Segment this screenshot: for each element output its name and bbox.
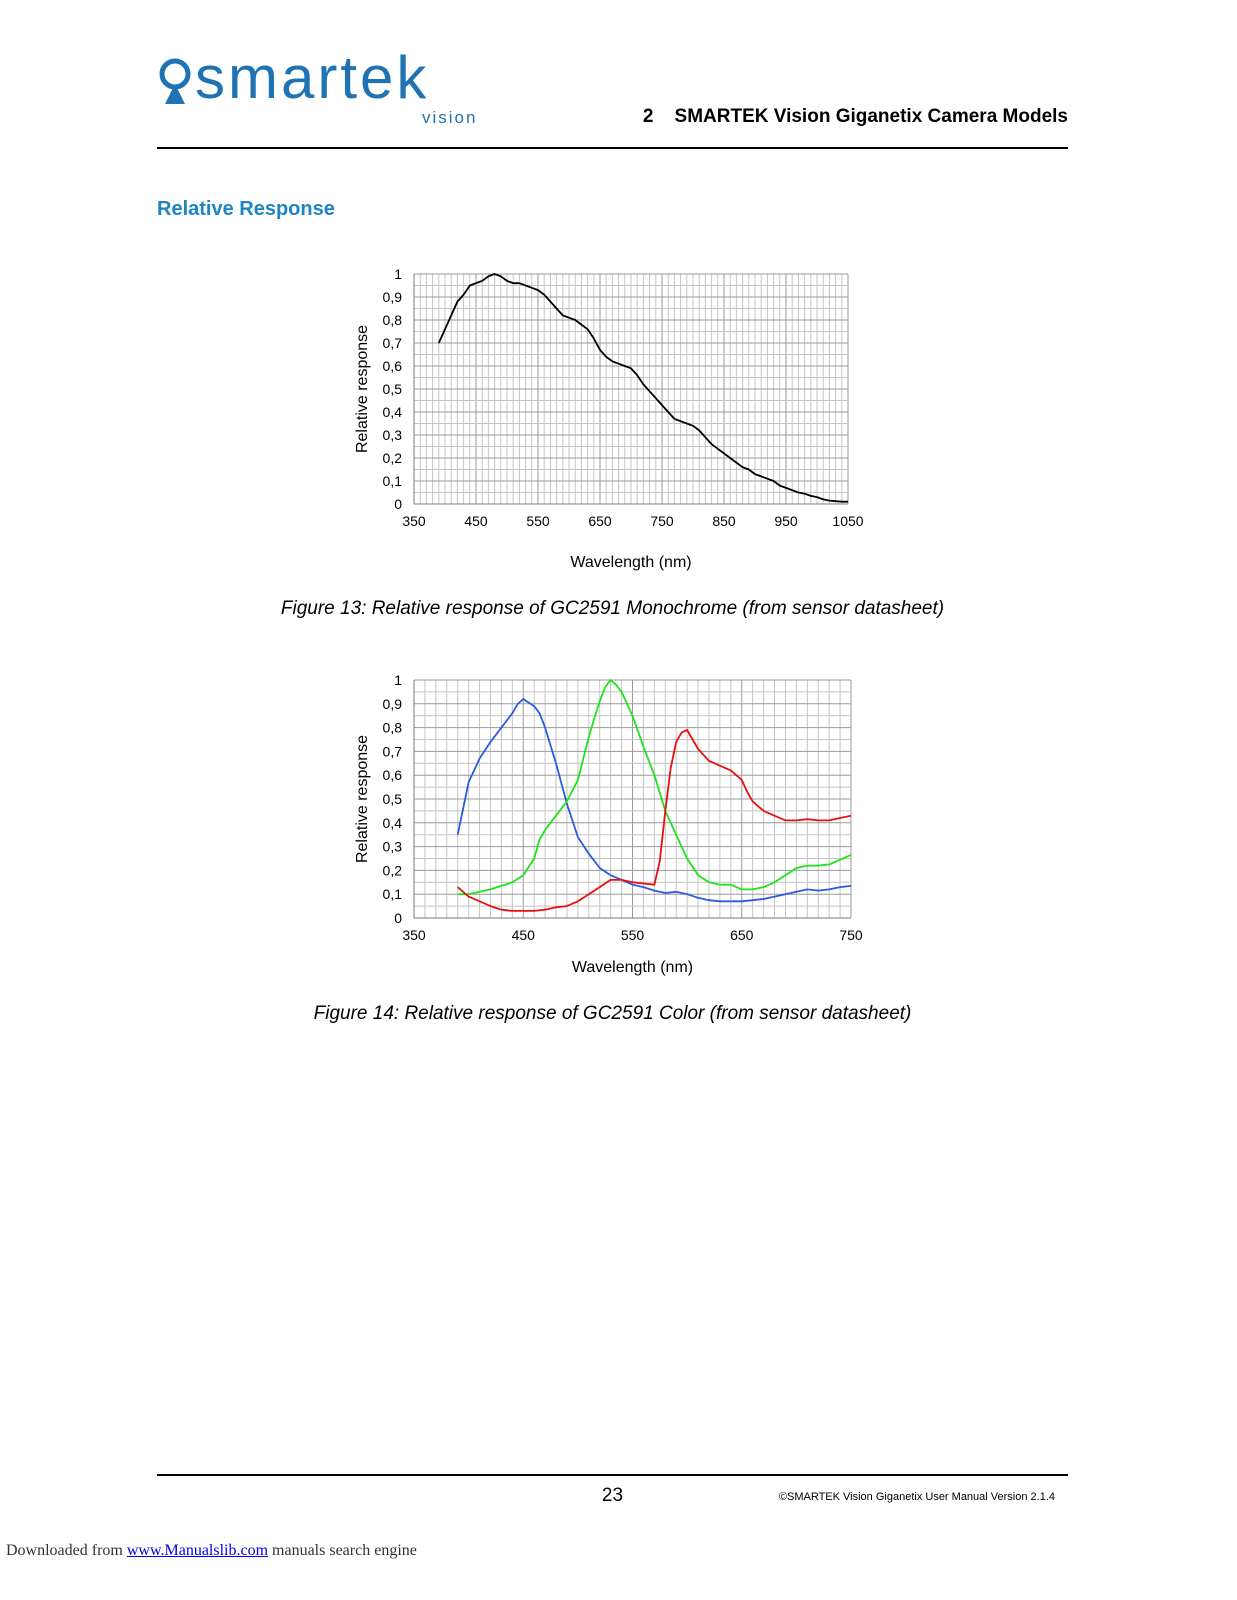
y-tick-label: 0,5 [382, 791, 402, 807]
chart-grid [414, 274, 848, 504]
y-tick-label: 1 [394, 672, 402, 688]
smartek-logo-icon [155, 58, 195, 108]
y-tick-label: 0,7 [382, 743, 402, 760]
x-tick-label: 750 [650, 513, 674, 529]
x-tick-label: 450 [511, 927, 535, 943]
figure-14-caption: Figure 14: Relative response of GC2591 Color (from sensor datasheet) [313, 1003, 912, 1024]
x-tick-label: 950 [774, 513, 798, 529]
y-tick-label: 0,1 [382, 886, 402, 903]
y-tick-label: 0,2 [382, 862, 402, 879]
smartek-logo [155, 44, 495, 130]
y-tick-label: 0,7 [382, 335, 402, 351]
y-tick-label: 0,9 [382, 289, 402, 305]
y-tick-label: 0,6 [382, 358, 402, 374]
x-tick-label: 550 [620, 927, 645, 943]
chapter-title [600, 106, 1068, 128]
x-axis-title: Wavelength (nm) [570, 554, 692, 571]
copyright-notice: ©SMARTEK Vision Giganetix User Manual Version 2.1.4 [778, 1491, 1055, 1503]
y-tick-label: 0,4 [382, 404, 402, 420]
mono-response-chart [340, 260, 900, 580]
y-tick-label: 0,8 [382, 719, 402, 736]
page-number: 23 [601, 1485, 624, 1506]
logo-subtext: vision [422, 108, 478, 127]
y-tick-label: 0,2 [382, 450, 402, 466]
x-axis-title: Wavelength (nm) [571, 959, 694, 976]
header-rule [157, 147, 1068, 149]
section-heading: Relative Response [157, 198, 335, 220]
x-tick-label: 350 [402, 927, 426, 943]
y-tick-label: 0,5 [382, 381, 402, 397]
footer-rule [157, 1474, 1068, 1476]
y-tick-label: 0,3 [382, 427, 402, 443]
x-tick-label: 750 [839, 927, 863, 943]
logo-wordmark: smartek [195, 44, 430, 111]
y-tick-label: 1 [394, 266, 402, 282]
y-axis-title: Relative response [354, 324, 371, 454]
color-response-chart [340, 665, 900, 985]
x-tick-label: 650 [588, 513, 612, 529]
y-tick-label: 0 [394, 496, 402, 512]
y-tick-label: 0,8 [382, 312, 402, 328]
x-tick-label: 850 [712, 513, 736, 529]
y-tick-label: 0 [394, 910, 402, 926]
download-suffix: manuals search engine [268, 1542, 417, 1559]
x-tick-label: 1050 [832, 513, 864, 529]
chapter-name: SMARTEK Vision Giganetix Camera Models [674, 106, 1068, 127]
x-tick-label: 350 [402, 513, 426, 529]
download-note [6, 1542, 417, 1560]
y-axis-title: Relative response [354, 734, 371, 864]
figure-13-caption: Figure 13: Relative response of GC2591 Monochrome (from sensor datasheet) [280, 598, 945, 619]
download-prefix: Downloaded from [6, 1542, 127, 1559]
y-tick-label: 0,1 [382, 473, 402, 489]
y-tick-label: 0,6 [382, 767, 402, 784]
y-tick-label: 0,4 [382, 814, 402, 831]
y-tick-label: 0,9 [382, 695, 402, 712]
manualslib-link[interactable]: www.Manualslib.com [126, 1542, 269, 1559]
x-tick-label: 650 [730, 927, 754, 943]
x-tick-label: 550 [526, 513, 550, 529]
x-tick-label: 450 [464, 513, 488, 529]
chapter-number: 2 [642, 106, 654, 127]
y-tick-label: 0,3 [382, 838, 402, 855]
